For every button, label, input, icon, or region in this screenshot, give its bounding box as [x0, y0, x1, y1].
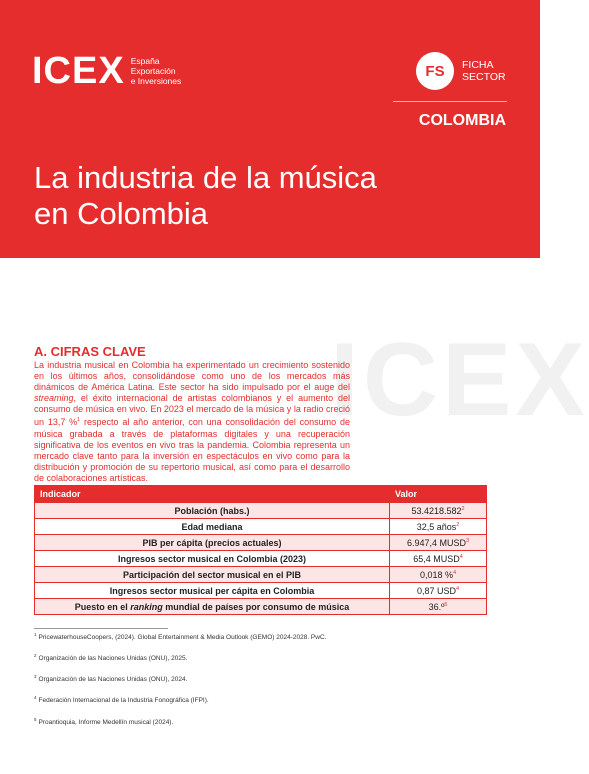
logo-wordmark: ICEX — [32, 50, 125, 92]
indicator-cell: Participación del sector musical en el PIB — [35, 567, 390, 583]
table-row — [35, 583, 487, 599]
fs-circle-icon: FS — [416, 52, 454, 90]
logo-tagline: España Exportación e Inversiones — [130, 56, 182, 86]
indicator-cell: Ingresos sector musical en Colombia (2023) — [35, 551, 390, 567]
value-cell: 65,4 MUSD$^4$ — [390, 551, 487, 567]
value-cell: 36.º$^5$ — [390, 599, 487, 615]
ficha-sector-label: FICHA SECTOR — [462, 59, 506, 83]
value-cell: 0,018 %$^4$ — [390, 567, 487, 583]
indicator-cell: Ingresos sector musical per cápita en Colombia — [35, 583, 390, 599]
table-header-row — [35, 486, 487, 503]
table-row — [35, 503, 487, 519]
header-divider — [393, 101, 507, 102]
value-cell: 6.947,4 MUSD$^3$ — [390, 535, 487, 551]
footnote: $^2$ Organización de las Naciones Unidas (ONU), 2025. — [34, 653, 188, 663]
table-row — [35, 519, 487, 535]
icex-logo — [32, 52, 181, 90]
header-valor: Valor — [390, 486, 487, 503]
indicator-cell: PIB per cápita (precios actuales) — [35, 535, 390, 551]
indicator-cell: Edad mediana — [35, 519, 390, 535]
indicator-cell: Población (habs.) — [35, 503, 390, 519]
table-row — [35, 567, 487, 583]
table-row — [35, 599, 487, 615]
key-figures-table — [34, 485, 487, 615]
icex-watermark: ICEX — [330, 322, 589, 438]
footnote: $^1$ PricewaterhouseCoopers, (2024). Global Entertainment & Media Outlook (GEMO) 2024-2028. PwC. — [34, 632, 327, 642]
table-row — [35, 551, 487, 567]
value-cell: 32,5 años$^2$ — [390, 519, 487, 535]
footnote: $^4$ Federación Internacional de la Industria Fonográfica (IFPI). — [34, 695, 209, 705]
ficha-sector-badge — [416, 52, 506, 90]
footnotes — [34, 631, 326, 737]
table-row — [35, 535, 487, 551]
footnote: $^3$ Organización de las Naciones Unidas (ONU), 2024. — [34, 674, 188, 684]
header-banner — [0, 0, 540, 258]
footnote-divider — [34, 628, 168, 629]
page-title: La industria de la música en Colombia — [34, 160, 377, 231]
header-indicador: Indicador — [35, 486, 390, 503]
value-cell: 53.4218.582$^2$ — [390, 503, 487, 519]
footnote: $^5$ Proantioquia, Informe Medellín musical (2024). — [34, 716, 174, 726]
section-title: A. CIFRAS CLAVE — [34, 344, 146, 359]
intro-paragraph: La industria musical en Colombia ha experimentado un crecimiento sostenido en los últimos años, consolidándose como uno de los mercados más dinámicos de América Latina. Este sector ha sido impulsado por el auge del streaming, el éxito internacional de artistas colombianos y el aumento del consumo de música en vivo. En 2023 el mercado de la música y la radio creció un 13,7 %$^1$ respecto al año anterior, con una consolidación del consumo de música grabada a través de plataformas digitales y una recuperación significativa de los eventos en vivo tras la pandemia. Colombia representa un mercado clave tanto para la inversión en espectáculos en vivo como para la distribución y promoción de su repertorio musical, así como para el desarrollo de colaboraciones artísticas. — [34, 360, 350, 483]
country-label: COLOMBIA — [418, 112, 506, 129]
value-cell: 0,87 USD$^4$ — [390, 583, 487, 599]
indicator-cell: Puesto en el ranking mundial de países por consumo de música — [35, 599, 390, 615]
